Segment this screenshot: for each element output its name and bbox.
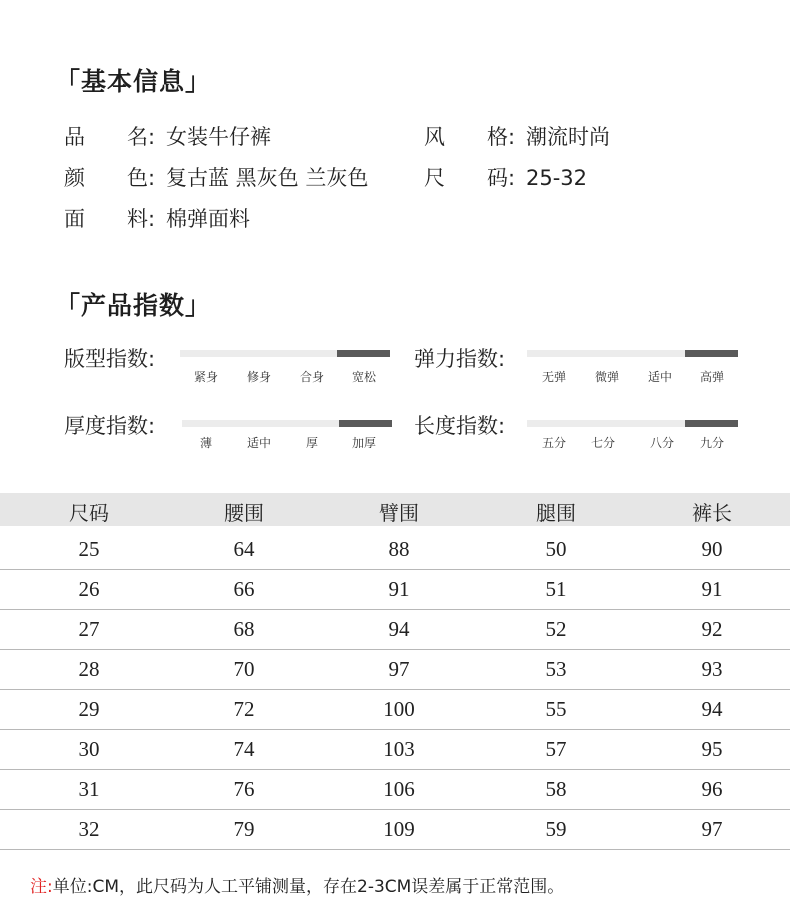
cell-hip: 109: [383, 817, 415, 841]
length-option: 九分: [699, 436, 725, 450]
measurement-note: [30, 872, 564, 897]
header-length: 裤长: [692, 501, 732, 525]
stretch-option: 微弹: [594, 370, 620, 384]
cell-size: 27: [78, 617, 100, 641]
length-index-label: 长度指数:: [414, 414, 506, 438]
length-option: 五分: [541, 436, 567, 450]
colon: :: [508, 166, 516, 190]
fit-option: 宽松: [351, 370, 377, 384]
cell-size: 25: [78, 537, 100, 561]
colon: :: [508, 125, 516, 149]
length-option: 七分: [590, 436, 616, 450]
thickness-option: 薄: [199, 436, 213, 450]
stretch-option: 适中: [647, 370, 673, 384]
cell-hip: 103: [383, 737, 415, 761]
cell-hip: 97: [388, 657, 410, 681]
cell-waist: 74: [233, 737, 255, 761]
cell-hip: 91: [388, 577, 410, 601]
cell-waist: 66: [233, 577, 255, 601]
cell-thigh: 59: [545, 817, 567, 841]
header-waist: 腰围: [224, 501, 264, 525]
thickness-index-marker: [339, 420, 392, 427]
cell-length: 91: [701, 577, 723, 601]
fit-option: 修身: [246, 370, 272, 384]
style-value: 潮流时尚: [526, 125, 610, 149]
cell-length: 93: [701, 657, 723, 681]
cell-size: 31: [78, 777, 100, 801]
thickness-option: 适中: [246, 436, 272, 450]
cell-size: 28: [78, 657, 100, 681]
cell-waist: 68: [233, 617, 255, 641]
product-index-title: 「产品指数」: [55, 291, 212, 320]
stretch-option: 无弹: [541, 370, 567, 384]
cell-length: 94: [701, 697, 723, 721]
table-row: [0, 770, 790, 810]
header-hip: 臂围: [379, 501, 419, 525]
cell-length: 92: [701, 617, 723, 641]
cell-thigh: 58: [545, 777, 567, 801]
cell-size: 26: [78, 577, 100, 601]
colon: :: [148, 207, 156, 231]
thickness-option: 厚: [305, 436, 319, 450]
table-row: [0, 610, 790, 650]
name-value: 女装牛仔裤: [166, 125, 271, 149]
length-option: 八分: [649, 436, 675, 450]
cell-length: 97: [701, 817, 723, 841]
info-row-size: [424, 162, 587, 192]
fit-option: 紧身: [193, 370, 219, 384]
cell-hip: 100: [383, 697, 415, 721]
length-index-marker: [685, 420, 738, 427]
cell-size: 32: [78, 817, 100, 841]
cell-size: 29: [78, 697, 100, 721]
colon: :: [148, 125, 156, 149]
cell-size: 30: [78, 737, 100, 761]
info-row-style: [424, 121, 610, 151]
info-row-color: [64, 162, 368, 192]
header-size: 尺码: [69, 501, 109, 525]
fabric-value: 棉弹面料: [166, 207, 250, 231]
stretch-index-label: 弹力指数:: [414, 347, 506, 371]
cell-waist: 72: [233, 697, 255, 721]
header-thigh: 腿围: [536, 501, 576, 525]
fit-index-marker: [337, 350, 390, 357]
cell-thigh: 53: [545, 657, 567, 681]
note-text: 单位:CM，此尺码为人工平铺测量，存在2-3CM误差属于正常范围。: [52, 877, 565, 897]
cell-hip: 94: [388, 617, 410, 641]
cell-length: 90: [701, 537, 723, 561]
stretch-option: 高弹: [699, 370, 725, 384]
thickness-option: 加厚: [351, 436, 377, 450]
cell-thigh: 55: [545, 697, 567, 721]
cell-thigh: 50: [545, 537, 567, 561]
name-label: 品名: [64, 125, 148, 149]
cell-waist: 64: [233, 537, 255, 561]
cell-hip: 106: [383, 777, 415, 801]
cell-thigh: 57: [545, 737, 567, 761]
table-row: [0, 690, 790, 730]
thickness-index-bar: [182, 420, 392, 427]
fit-index-label: 版型指数:: [64, 347, 156, 371]
cell-waist: 76: [233, 777, 255, 801]
size-table-header: [0, 493, 790, 526]
cell-length: 96: [701, 777, 723, 801]
cell-waist: 79: [233, 817, 255, 841]
fabric-label: 面料: [64, 207, 148, 231]
stretch-index-marker: [685, 350, 738, 357]
cell-thigh: 51: [545, 577, 567, 601]
fit-option: 合身: [299, 370, 325, 384]
info-row-fabric: [64, 203, 250, 233]
table-row: [0, 730, 790, 770]
colon: :: [148, 166, 156, 190]
cell-hip: 88: [388, 537, 410, 561]
cell-length: 95: [701, 737, 723, 761]
stretch-index-bar: [527, 350, 738, 357]
table-row: [0, 810, 790, 850]
table-row: [0, 530, 790, 570]
size-label: 尺码: [424, 166, 508, 190]
thickness-index-label: 厚度指数:: [64, 414, 156, 438]
basic-info-title: 「基本信息」: [55, 67, 212, 96]
table-row: [0, 650, 790, 690]
cell-waist: 70: [233, 657, 255, 681]
row-divider: [0, 849, 790, 850]
size-value: 25-32: [526, 166, 588, 190]
note-prefix: 注:: [30, 877, 53, 897]
info-row-name: [64, 121, 271, 151]
table-row: [0, 570, 790, 610]
fit-index-bar: [180, 350, 390, 357]
color-label: 颜色: [64, 166, 148, 190]
style-label: 风格: [424, 125, 508, 149]
length-index-bar: [527, 420, 738, 427]
color-value: 复古蓝 黑灰色 兰灰色: [166, 166, 369, 190]
cell-thigh: 52: [545, 617, 567, 641]
